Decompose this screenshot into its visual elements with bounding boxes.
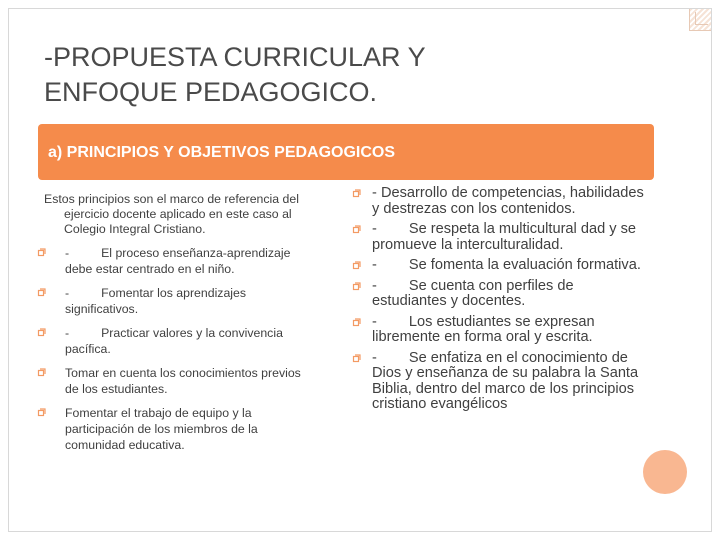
right-column — [352, 186, 648, 418]
list-item — [352, 315, 648, 346]
list-item — [352, 186, 648, 217]
slide-title — [44, 40, 604, 110]
list-item-dash: - — [372, 349, 377, 366]
list-item-dash: - — [65, 286, 70, 300]
section-heading-band — [38, 124, 654, 180]
list-item — [44, 245, 312, 277]
list-item-dash: - — [372, 257, 377, 273]
list-item — [352, 279, 648, 310]
list-item-text: Fomentar los aprendizajes significativos. — [65, 286, 247, 316]
bullet-icon — [352, 186, 362, 200]
bullet-icon — [352, 279, 362, 293]
list-item-text: Se respeta la multicultural dad y se promueve la interculturalidad. — [372, 221, 637, 253]
list-item — [44, 325, 312, 357]
bullet-icon — [37, 405, 47, 419]
bullet-icon — [37, 245, 47, 259]
bullet-icon — [37, 285, 47, 299]
list-item-text: Fomentar el trabajo de equipo y la participación de los miembros de la comunidad educativa. — [65, 406, 258, 452]
list-item — [352, 222, 648, 253]
section-heading: a) PRINCIPIOS Y OBJETIVOS PEDAGOGICOS — [48, 144, 396, 161]
bullet-icon — [352, 222, 362, 236]
list-item — [352, 258, 648, 274]
list-item-text: Se cuenta con perfiles de estudiantes y docentes. — [372, 277, 574, 309]
bullet-icon — [352, 315, 362, 329]
corner-decoration — [689, 9, 711, 31]
list-item — [44, 365, 312, 397]
decorative-circle — [643, 450, 687, 494]
list-item — [352, 351, 648, 413]
list-item-text: Practicar valores y la convivencia pacífica. — [65, 326, 283, 356]
list-item-text: Los estudiantes se expresan libremente en forma oral y escrita. — [372, 313, 595, 345]
intro-paragraph: Estos principios son el marco de referencia del ejercicio docente aplicado en este caso al Colegio Integral Cristiano. — [44, 192, 299, 236]
slide-title-line-1: -PROPUESTA CURRICULAR Y — [44, 42, 426, 72]
list-item-text: El proceso enseñanza-aprendizaje debe estar centrado en el niño. — [65, 246, 291, 276]
list-item-dash: - — [372, 221, 377, 237]
list-item-text: Tomar en cuenta los conocimientos previos de los estudiantes. — [65, 366, 301, 396]
list-item-text: Se enfatiza en el conocimiento de Dios y enseñanza de su palabra la Santa Biblia, dentro del marco de los principios cristiano evangélicos — [372, 349, 639, 412]
slide-title-line-2: ENFOQUE PEDAGOGICO. — [44, 77, 378, 107]
list-item-dash: - — [372, 277, 377, 294]
bullet-icon — [37, 325, 47, 339]
list-item — [44, 405, 312, 453]
left-column — [44, 192, 312, 461]
list-item-dash: - — [372, 313, 377, 330]
bullet-icon — [352, 258, 362, 272]
list-item — [44, 285, 312, 317]
bullet-icon — [352, 351, 362, 365]
right-bullet-list — [352, 186, 648, 413]
left-bullet-list — [44, 245, 312, 453]
list-item-dash: - — [65, 246, 70, 260]
bullet-icon — [37, 365, 47, 379]
list-item-text: Desarrollo de competencias, habilidades y destrezas con los contenidos. — [372, 185, 644, 217]
list-item-dash: - — [372, 185, 377, 201]
list-item-dash: - — [65, 326, 70, 340]
list-item-text: Se fomenta la evaluación formativa. — [408, 257, 641, 273]
